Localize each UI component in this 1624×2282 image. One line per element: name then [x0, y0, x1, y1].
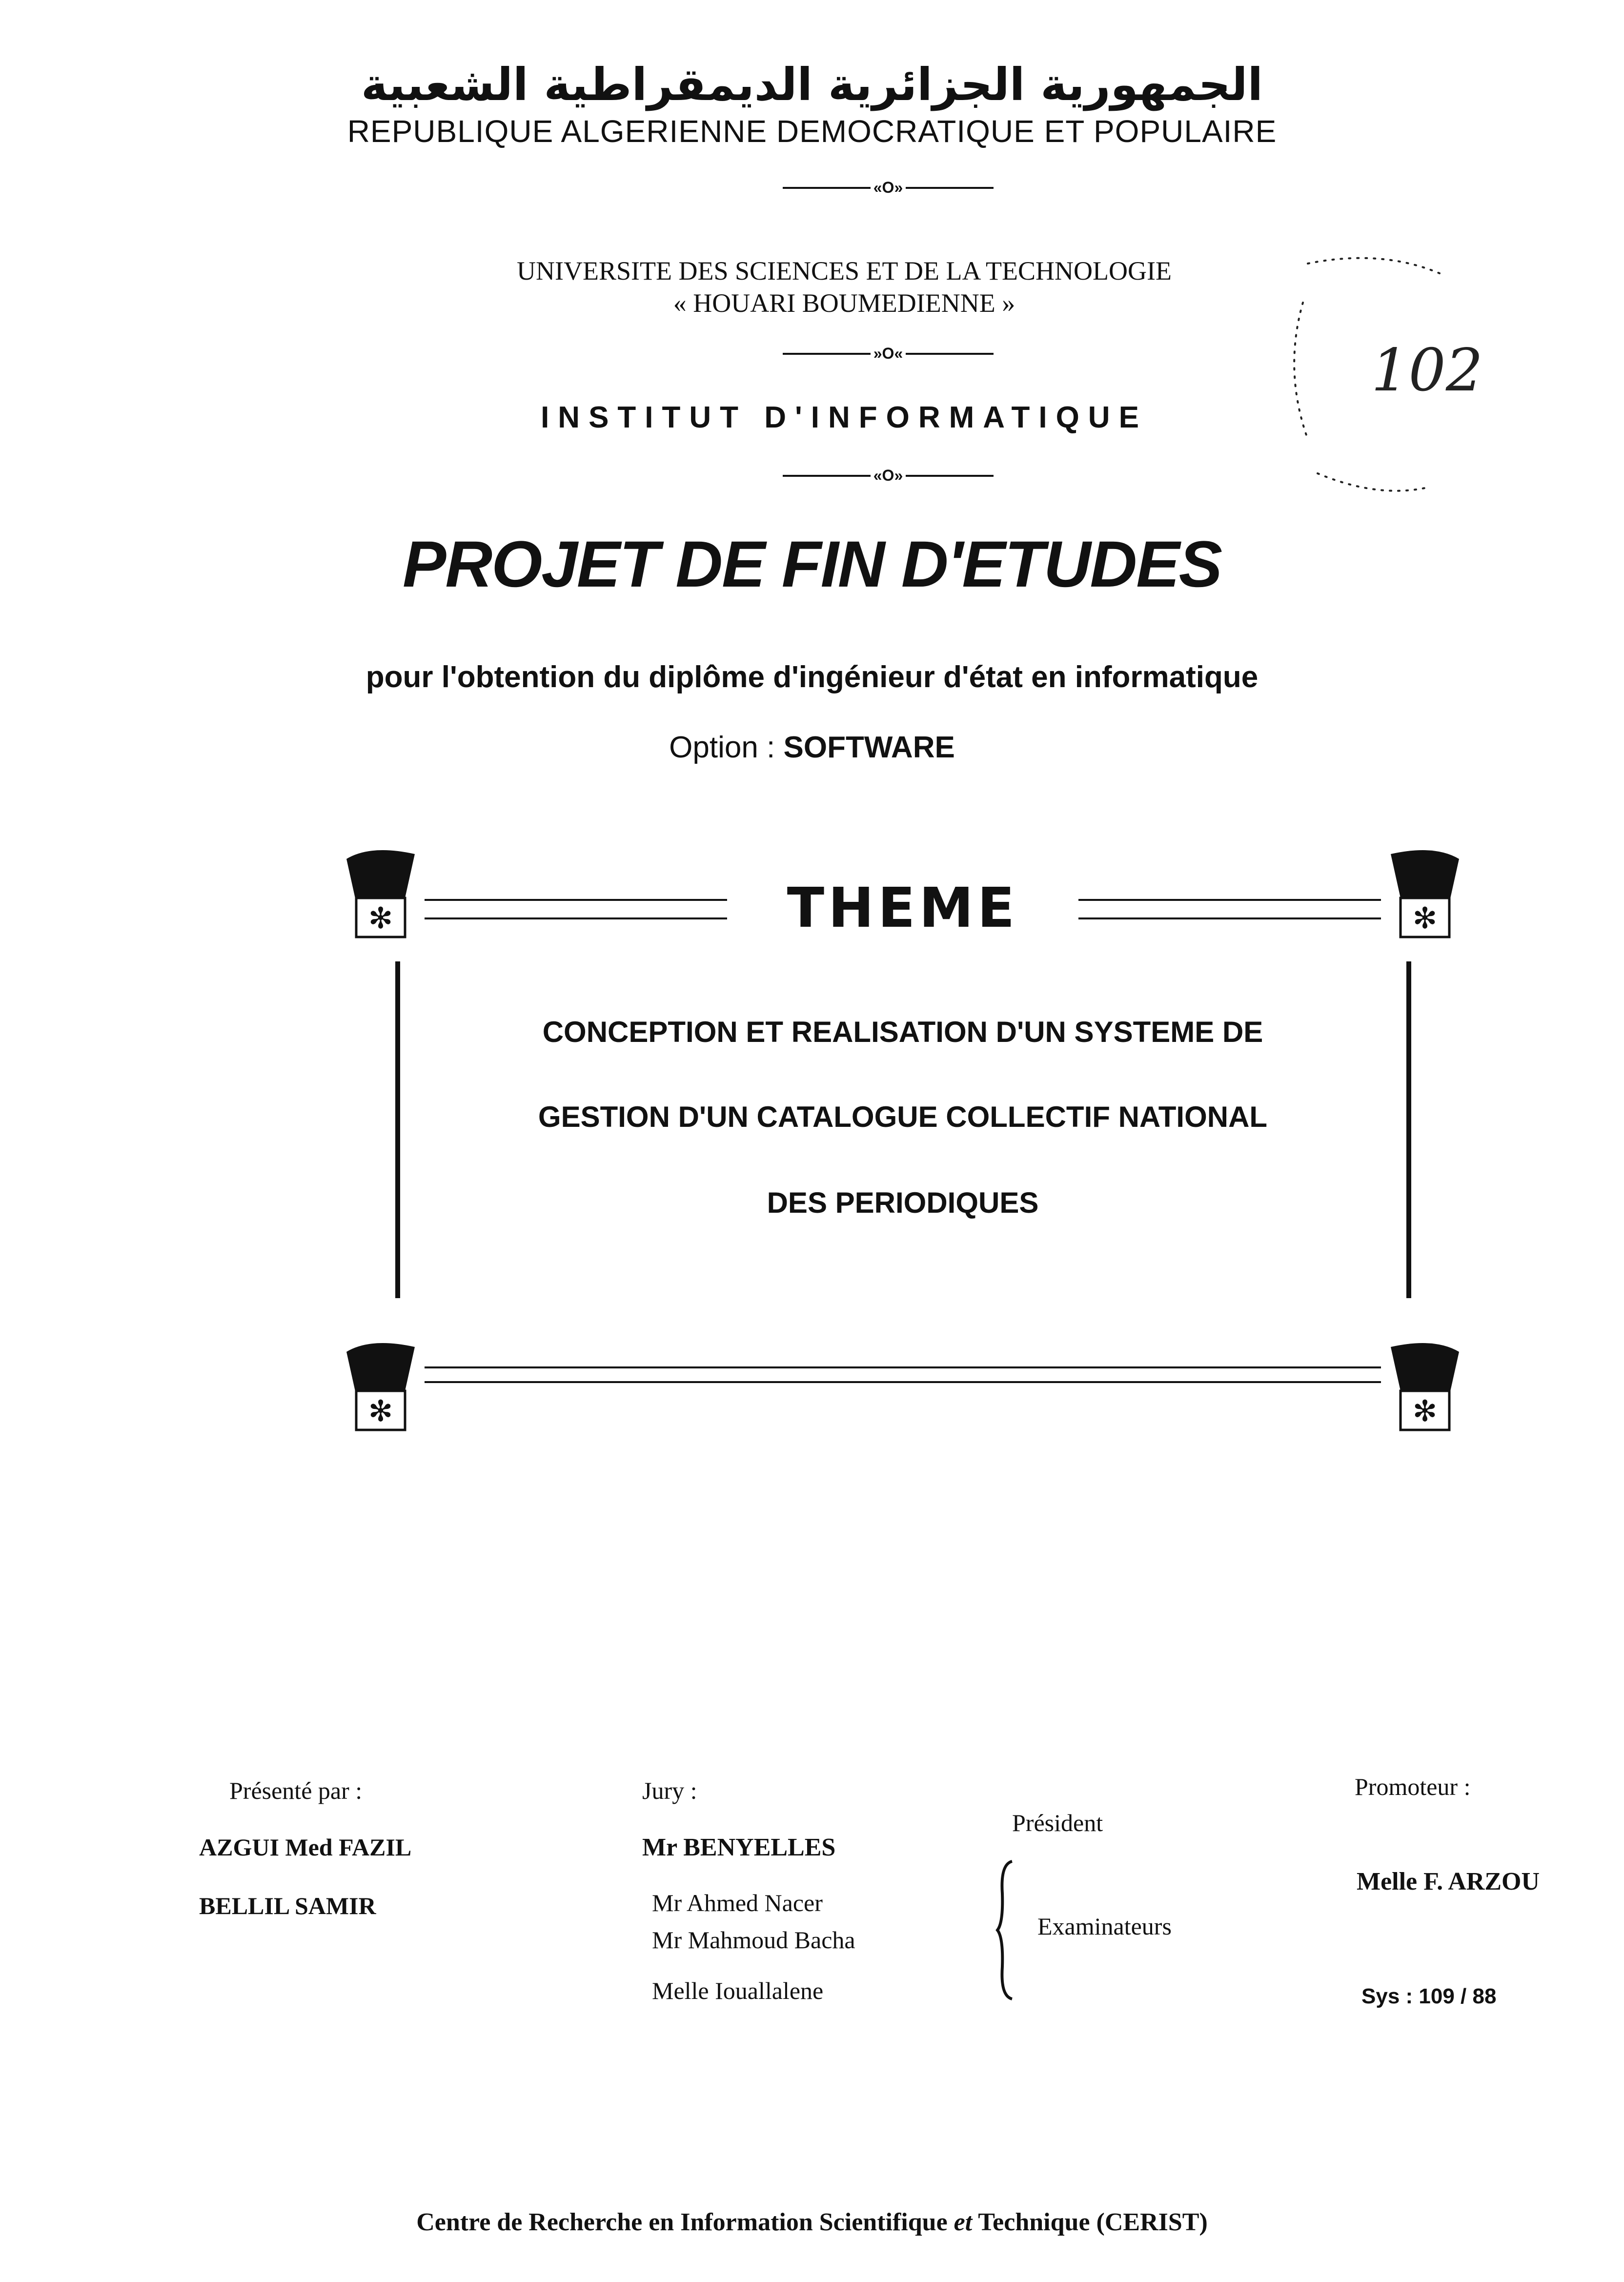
separator [771, 178, 1005, 197]
separator [771, 466, 1005, 485]
option-value: SOFTWARE [783, 731, 955, 764]
separator-line [783, 475, 871, 477]
theme-line: CONCEPTION ET REALISATION D'UN SYSTEME DE [542, 1016, 1263, 1048]
separator-line [906, 475, 994, 477]
examiner-name: Melle Iouallalene [652, 1977, 824, 2004]
svg-text:✻: ✻ [1412, 1394, 1438, 1428]
university-name [405, 255, 1283, 319]
university-line: UNIVERSITE DES SCIENCES ET DE LA TECHNOLOGIE [517, 256, 1172, 285]
corner-ornament-icon [342, 1337, 425, 1440]
author-name: BELLIL SAMIR [199, 1892, 376, 1919]
frame-rule [425, 1381, 1381, 1383]
author-name: AZGUI Med FAZIL [199, 1834, 412, 1861]
theme-label: THEME [787, 876, 1019, 940]
svg-text:✻: ✻ [368, 901, 393, 936]
footer-institution [0, 2208, 1624, 2237]
footer-text: Technique (CERIST) [972, 2208, 1208, 2236]
theme-line: GESTION D'UN CATALOGUE COLLECTIF NATIONAL [538, 1100, 1268, 1133]
separator-line [906, 353, 994, 355]
jury-president-name: Mr BENYELLES [642, 1834, 836, 1861]
option-label: Option : [669, 731, 775, 764]
corner-ornament-icon [1381, 1337, 1464, 1440]
institute-name: INSTITUT D'INFORMATIQUE [541, 401, 1148, 434]
theme-frame [342, 844, 1464, 1440]
reference-code: Sys : 109 / 88 [1361, 1984, 1497, 2008]
separator-mark: »O« [873, 345, 903, 363]
svg-text:✻: ✻ [1412, 901, 1438, 936]
svg-text:✻: ✻ [368, 1394, 393, 1428]
president-role: Président [1012, 1809, 1103, 1836]
presented-by-label: Présenté par : [229, 1777, 363, 1804]
university-line: « HOUARI BOUMEDIENNE » [673, 288, 1015, 318]
brace-icon [995, 1859, 1020, 2001]
examiner-name: Mr Ahmed Nacer [652, 1889, 823, 1916]
separator-line [783, 187, 871, 189]
option-line [0, 730, 1624, 765]
examiners-role: Examinateurs [1037, 1913, 1172, 1940]
stamp-handwritten-number: 102 [1371, 337, 1483, 405]
republic-title: REPUBLIQUE ALGERIENNE DEMOCRATIQUE ET POPULAIRE [347, 114, 1277, 149]
arabic-republic-title: الجمهورية الجزائرية الديمقراطية الشعبية [361, 59, 1263, 111]
separator-mark: «O» [873, 467, 903, 485]
separator-line [783, 353, 871, 355]
promoteur-label: Promoteur : [1355, 1773, 1471, 1800]
frame-rule [425, 1366, 1381, 1368]
separator-line [906, 187, 994, 189]
jury-label: Jury : [642, 1777, 697, 1804]
footer-text: Centre de Recherche en Information Scientifique [416, 2208, 954, 2236]
library-stamp-icon [1279, 244, 1483, 508]
examiner-name: Mr Mahmoud Bacha [652, 1926, 855, 1954]
separator [771, 344, 1005, 363]
diploma-purpose: pour l'obtention du diplôme d'ingénieur d'état en informatique [365, 660, 1259, 694]
theme-line: DES PERIODIQUES [767, 1186, 1039, 1219]
promoteur-name: Melle F. ARZOU [1357, 1868, 1540, 1895]
footer-italic: et [954, 2208, 973, 2236]
project-title: PROJET DE FIN D'ETUDES [403, 528, 1221, 601]
separator-mark: «O» [873, 179, 903, 197]
